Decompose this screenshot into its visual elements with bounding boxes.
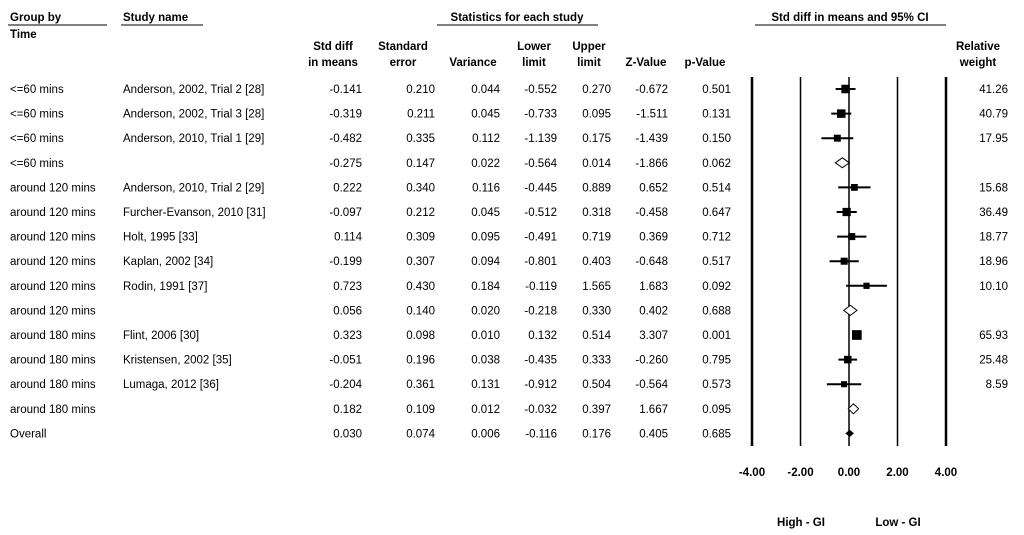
p-value-cell: 0.095: [702, 403, 731, 416]
p-value-cell: 0.001: [702, 330, 731, 342]
std-diff-cell: 0.182: [333, 403, 362, 416]
variance-cell: 0.010: [471, 330, 500, 342]
std-err-cell: 0.212: [406, 207, 435, 219]
upper-limit-cell: 0.270: [582, 84, 611, 96]
group-cell: around 180 mins: [10, 354, 96, 367]
lower-limit-cell: -0.119: [525, 280, 557, 293]
lower-limit-cell: -0.564: [524, 157, 557, 170]
upper-limit-cell: 0.333: [582, 354, 611, 367]
group-cell: around 120 mins: [10, 231, 96, 244]
z-value-cell: 0.369: [639, 231, 668, 244]
group-cell: around 120 mins: [10, 207, 96, 219]
std-err-cell: 0.196: [406, 354, 435, 367]
study-cell: Rodin, 1991 [37]: [123, 280, 208, 293]
variance-cell: 0.022: [471, 157, 500, 170]
z-value-cell: 0.402: [639, 305, 668, 318]
std-err-cell: 0.361: [406, 379, 435, 392]
lower-limit-cell: -0.218: [524, 305, 557, 318]
std-diff-cell: 0.030: [333, 428, 362, 441]
upper-limit-cell: 0.403: [582, 256, 611, 269]
lower-limit-cell: -0.512: [524, 207, 557, 219]
weight-cell: 40.79: [979, 108, 1008, 121]
std-err-cell: 0.307: [406, 256, 435, 269]
std-diff-header-l1: Std diff: [313, 41, 353, 53]
group-cell: <=60 mins: [10, 108, 64, 121]
upper-limit-cell: 0.514: [582, 330, 611, 342]
lower-header-l1: Lower: [517, 41, 551, 53]
p-value-cell: 0.062: [702, 157, 731, 170]
p-value-cell: 0.688: [702, 305, 731, 318]
weight-cell: 36.49: [979, 207, 1008, 219]
group-cell: around 180 mins: [10, 403, 96, 416]
std-diff-cell: 0.723: [333, 280, 362, 293]
z-value-cell: 0.405: [639, 428, 668, 441]
variance-cell: 0.012: [471, 403, 500, 416]
z-value-header: Z-Value: [625, 57, 667, 69]
p-value-cell: 0.795: [702, 354, 731, 367]
std-err-cell: 0.309: [406, 231, 435, 244]
lower-limit-cell: -0.445: [524, 182, 557, 195]
variance-cell: 0.116: [472, 182, 500, 195]
study-cell: Anderson, 2002, Trial 2 [28]: [123, 84, 265, 96]
lower-limit-cell: -0.733: [524, 108, 557, 121]
group-cell: Overall: [10, 428, 47, 441]
study-cell: Kaplan, 2002 [34]: [123, 256, 214, 269]
time-header: Time: [10, 29, 37, 41]
group-cell: around 120 mins: [10, 305, 96, 318]
study-point: [841, 85, 849, 93]
upper-header-l2: limit: [577, 57, 601, 69]
lower-limit-cell: -0.801: [524, 256, 557, 269]
z-value-cell: -0.458: [635, 207, 668, 219]
upper-limit-cell: 1.565: [582, 280, 611, 293]
forest-title: Std diff in means and 95% CI: [771, 12, 929, 24]
weight-cell: 10.10: [979, 280, 1008, 293]
std-err-cell: 0.074: [406, 428, 435, 441]
std-diff-cell: -0.275: [329, 157, 362, 170]
x-tick-label: -2.00: [787, 467, 814, 479]
upper-limit-cell: 0.330: [582, 305, 611, 318]
p-value-cell: 0.573: [702, 379, 731, 392]
lower-limit-cell: -0.435: [524, 354, 557, 367]
study-cell: Lumaga, 2012 [36]: [123, 379, 219, 392]
study-point: [863, 283, 869, 289]
p-value-cell: 0.517: [702, 256, 731, 269]
p-value-cell: 0.647: [702, 207, 731, 219]
std-diff-cell: -0.097: [329, 207, 362, 219]
study-point: [834, 135, 841, 142]
std-err-cell: 0.147: [406, 157, 435, 170]
group-by-header: Group by: [10, 12, 62, 24]
subtotal-diamond: [844, 305, 857, 315]
upper-limit-cell: 0.175: [582, 133, 611, 146]
variance-cell: 0.112: [472, 133, 500, 146]
weight-cell: 18.77: [979, 231, 1008, 244]
variance-header: Variance: [449, 57, 497, 69]
weight-cell: 65.93: [979, 330, 1008, 342]
z-value-cell: -1.439: [635, 133, 668, 146]
variance-cell: 0.095: [471, 231, 500, 244]
study-cell: Anderson, 2010, Trial 2 [29]: [123, 182, 265, 195]
group-cell: around 120 mins: [10, 182, 96, 195]
p-value-cell: 0.514: [702, 182, 731, 195]
variance-cell: 0.094: [471, 256, 500, 269]
upper-limit-cell: 0.095: [582, 108, 611, 121]
upper-limit-cell: 0.397: [582, 403, 611, 416]
variance-cell: 0.038: [471, 354, 500, 367]
std-err-header-l2: error: [389, 57, 417, 69]
weight-cell: 8.59: [985, 379, 1008, 392]
variance-cell: 0.131: [471, 379, 500, 392]
group-cell: around 120 mins: [10, 256, 96, 269]
x-tick-label: 4.00: [934, 467, 958, 479]
weight-header-l1: Relative: [955, 41, 1001, 53]
study-cell: Holt, 1995 [33]: [123, 231, 198, 244]
group-cell: around 180 mins: [10, 330, 96, 342]
z-value-cell: 1.667: [639, 403, 668, 416]
study-point: [841, 381, 847, 387]
upper-limit-cell: 0.318: [582, 207, 611, 219]
std-err-cell: 0.140: [406, 305, 435, 318]
variance-cell: 0.045: [471, 207, 500, 219]
x-tick-label: 0.00: [837, 467, 861, 479]
std-diff-cell: -0.199: [329, 256, 362, 269]
study-cell: Anderson, 2002, Trial 3 [28]: [123, 108, 265, 121]
lower-limit-cell: 0.132: [528, 330, 557, 342]
std-diff-cell: 0.056: [333, 305, 362, 318]
p-value-cell: 0.150: [702, 133, 731, 146]
study-point: [841, 258, 848, 265]
lower-limit-cell: -1.139: [524, 133, 557, 146]
stats-title: Statistics for each study: [450, 12, 584, 24]
p-value-header: p-Value: [684, 57, 726, 69]
upper-limit-cell: 0.889: [582, 182, 611, 195]
x-tick-label: -4.00: [738, 467, 766, 479]
std-err-cell: 0.335: [406, 133, 435, 146]
std-err-cell: 0.211: [407, 108, 435, 121]
z-value-cell: 3.307: [639, 330, 668, 342]
study-cell: Furcher-Evanson, 2010 [31]: [123, 207, 266, 219]
z-value-cell: -0.648: [635, 256, 668, 269]
high-gi-label: High - GI: [777, 517, 825, 529]
std-diff-cell: -0.141: [329, 84, 362, 96]
weight-cell: 25.48: [979, 354, 1008, 367]
study-name-header: Study name: [123, 12, 189, 24]
std-diff-cell: -0.051: [329, 354, 362, 367]
p-value-cell: 0.131: [702, 108, 731, 121]
std-diff-cell: 0.222: [333, 182, 362, 195]
lower-header-l2: limit: [522, 57, 546, 69]
std-err-header-l1: Standard: [378, 41, 428, 53]
study-cell: Anderson, 2010, Trial 1 [29]: [123, 133, 265, 146]
std-diff-cell: -0.482: [329, 133, 362, 146]
z-value-cell: -0.260: [635, 354, 668, 367]
z-value-cell: -1.866: [635, 157, 668, 170]
study-point: [848, 233, 855, 240]
lower-limit-cell: -0.116: [525, 428, 557, 441]
variance-cell: 0.045: [471, 108, 500, 121]
std-diff-cell: -0.204: [329, 379, 362, 392]
group-cell: around 120 mins: [10, 280, 96, 293]
std-diff-cell: 0.323: [333, 330, 362, 342]
variance-cell: 0.006: [471, 428, 500, 441]
std-diff-cell: 0.114: [334, 231, 362, 244]
std-diff-cell: -0.319: [329, 108, 362, 121]
weight-cell: 15.68: [979, 182, 1008, 195]
variance-cell: 0.184: [471, 280, 500, 293]
variance-cell: 0.044: [471, 84, 500, 96]
z-value-cell: -1.511: [636, 108, 668, 121]
weight-cell: 17.95: [979, 133, 1008, 146]
overall-diamond: [846, 430, 853, 436]
weight-cell: 18.96: [979, 256, 1008, 269]
std-diff-header-l2: in means: [308, 57, 358, 69]
low-gi-label: Low - GI: [875, 517, 921, 529]
weight-cell: 41.26: [979, 84, 1008, 96]
group-cell: <=60 mins: [10, 133, 64, 146]
lower-limit-cell: -0.552: [524, 84, 557, 96]
std-err-cell: 0.210: [406, 84, 435, 96]
study-point: [843, 208, 851, 216]
forest-plot-area: [752, 77, 946, 446]
std-err-cell: 0.340: [406, 182, 435, 195]
upper-limit-cell: 0.176: [582, 428, 611, 441]
upper-limit-cell: 0.014: [582, 157, 611, 170]
lower-limit-cell: -0.032: [524, 403, 557, 416]
p-value-cell: 0.092: [702, 280, 731, 293]
variance-cell: 0.020: [471, 305, 500, 318]
upper-limit-cell: 0.504: [582, 379, 611, 392]
study-cell: Flint, 2006 [30]: [123, 330, 200, 342]
study-point: [844, 356, 852, 364]
std-err-cell: 0.098: [406, 330, 435, 342]
p-value-cell: 0.501: [702, 84, 731, 96]
subtotal-diamond: [835, 158, 849, 168]
x-tick-label: 2.00: [886, 467, 909, 479]
std-err-cell: 0.109: [406, 403, 435, 416]
upper-header-l1: Upper: [572, 41, 606, 53]
study-point: [851, 184, 858, 191]
z-value-cell: 0.652: [639, 182, 668, 195]
group-cell: <=60 mins: [10, 157, 64, 170]
p-value-cell: 0.685: [702, 428, 731, 441]
subtotal-diamond: [848, 404, 858, 414]
std-err-cell: 0.430: [406, 280, 435, 293]
lower-limit-cell: -0.912: [524, 379, 557, 392]
group-cell: <=60 mins: [10, 84, 64, 96]
lower-limit-cell: -0.491: [524, 231, 557, 244]
weight-header-l2: weight: [959, 57, 997, 69]
p-value-cell: 0.712: [702, 231, 731, 244]
study-point: [837, 109, 845, 117]
study-cell: Kristensen, 2002 [35]: [123, 354, 232, 367]
z-value-cell: 1.683: [639, 280, 668, 293]
group-cell: around 180 mins: [10, 379, 96, 392]
study-point: [852, 330, 862, 340]
z-value-cell: -0.564: [635, 379, 668, 392]
upper-limit-cell: 0.719: [582, 231, 611, 244]
x-axis: [739, 467, 957, 479]
z-value-cell: -0.672: [635, 84, 668, 96]
